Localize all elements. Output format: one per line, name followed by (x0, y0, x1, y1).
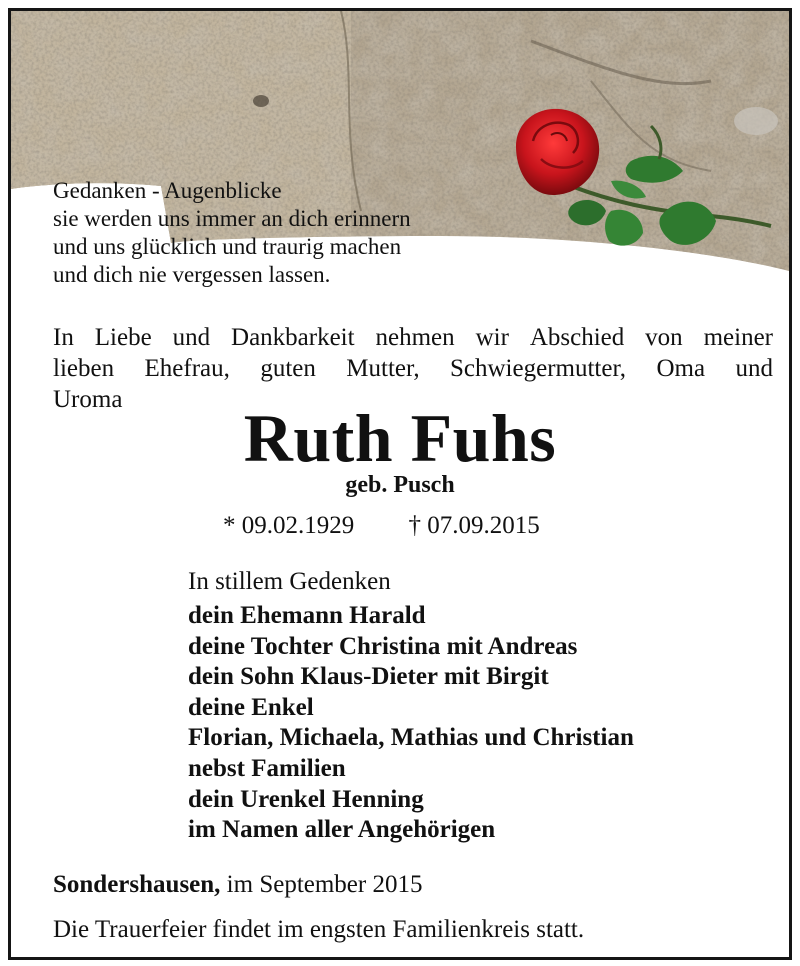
word: und (172, 324, 211, 351)
word: und (735, 355, 773, 382)
place-month: im September 2015 (220, 871, 423, 898)
word: nehmen (375, 324, 455, 351)
birth-date: * 09.02.1929 (223, 512, 355, 539)
mourner-line: dein Urenkel Henning (188, 785, 424, 813)
word: Ehefrau, (144, 355, 230, 382)
word: Dankbarkeit (231, 324, 355, 351)
word: Liebe (94, 324, 152, 351)
poem-line: sie werden uns immer an dich erinnern (53, 206, 411, 231)
funeral-note: Die Trauerfeier findet im engsten Familienkreis statt. (53, 916, 585, 943)
word: guten (260, 355, 316, 382)
deceased-name: Ruth Fuhs (243, 400, 557, 476)
poem (53, 177, 411, 289)
word: Mutter, (346, 355, 420, 382)
mourners-list (188, 601, 634, 846)
mourner-line: dein Sohn Klaus-Dieter mit Birgit (188, 663, 549, 691)
poem-line: und dich nie vergessen lassen. (53, 262, 331, 287)
death-date: † 07.09.2015 (408, 512, 540, 539)
farewell-line-1 (53, 322, 773, 353)
mourner-line: deine Enkel (188, 693, 314, 721)
memory-heading: In stillem Gedenken (188, 568, 391, 595)
mourner-line: Florian, Michaela, Mathias und Christian (188, 724, 634, 752)
word: Schwiegermutter, (450, 355, 627, 382)
word: Oma (656, 355, 706, 382)
poem-line: und uns glücklich und traurig machen (53, 234, 402, 259)
word: Uroma (53, 386, 123, 413)
life-dates (223, 511, 540, 541)
word: meiner (703, 324, 773, 351)
place-city: Sondershausen, (53, 871, 221, 898)
farewell-line-2 (53, 353, 773, 384)
mourner-line: im Namen aller Angehörigen (188, 816, 496, 844)
word: von (645, 324, 683, 351)
word: Abschied (529, 324, 625, 351)
birth-name: geb. Pusch (345, 472, 455, 498)
poem-line: Gedanken - Augenblicke (53, 178, 282, 203)
word: lieben (53, 355, 115, 382)
mourner-line: nebst Familien (188, 754, 346, 782)
word: In (53, 324, 74, 351)
obituary-card (8, 8, 792, 960)
word: wir (475, 324, 509, 351)
place-date (53, 870, 422, 900)
mourner-line: deine Tochter Christina mit Andreas (188, 632, 578, 660)
mourner-line: dein Ehemann Harald (188, 602, 426, 629)
